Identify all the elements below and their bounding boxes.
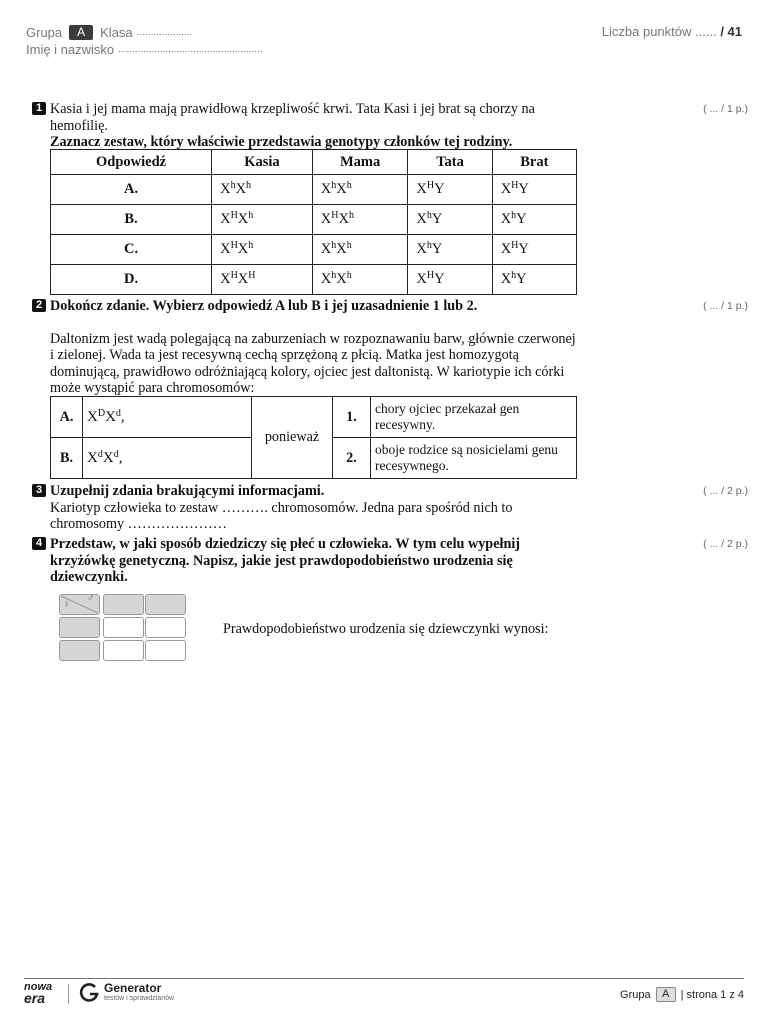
footer-group-badge: A [656,987,676,1002]
punnett-square [59,594,189,664]
genotype-cell-tata: $X^HY$ [408,265,492,295]
footer-separator [68,984,69,1004]
option-a-letter[interactable]: A. [51,397,83,438]
task-4-points: ( ... / 2 p.) [703,538,748,550]
footer-group-label: Grupa [620,988,651,1001]
footer-page-number: | strona 1 z 4 [680,988,744,1001]
name-line [26,41,263,58]
reason-1-number[interactable]: 1. [333,397,371,438]
task-2-points: ( ... / 1 p.) [703,300,748,312]
task-number-badge: 3 [32,484,46,497]
option-a-genotype[interactable]: $X^DX^d$, [83,397,252,438]
task-number-badge: 2 [32,299,46,312]
punnett-male-gamete-2[interactable] [145,594,186,615]
task-2-text: Daltonizm jest wadą polegającą na zaburzeniach w rozpoznawaniu barw, głównie czerwonej i zielonej. Wada ta jest recesywną cechą sprzężoną z płcią. Matka jest homozygotą dominującą, prawidłowo odróżniającą kolory, ojciec jest daltonistą. W kariotypie ich córki może wystąpić para chromosomów: [50,330,576,396]
genotype-cell-mama: $X^hX^h$ [312,235,408,265]
answer-row[interactable] [51,265,577,295]
task-4 [32,536,748,586]
answer-letter[interactable]: D. [51,265,212,295]
name-field[interactable]: .................................................... [118,44,263,55]
header-mama: Mama [312,150,408,175]
generator-brand: Generator testów i sprawdzianów [104,981,175,1002]
genotype-cell-mama: $X^HX^h$ [312,205,408,235]
probability-label: Prawdopodobieństwo urodzenia się dziewczynki wynosi: [223,621,549,637]
task-2-instruction: Dokończ zdanie. Wybierz odpowiedź A lub B i jej uzasadnienie 1 lub 2. [50,298,478,314]
genotype-cell-brat: $X^HY$ [492,175,576,205]
group-class-line [26,24,263,41]
answer-row[interactable] [51,235,577,265]
points-header [602,24,742,39]
class-field[interactable]: .................... [136,27,193,38]
class-label: Klasa [100,25,133,40]
nowa-era-logo: nowa era [24,981,53,1006]
genotype-cell-tata: $X^HY$ [408,175,492,205]
task-3-points: ( ... / 2 p.) [703,485,748,497]
female-symbol-icon: ♀ [63,599,71,610]
punnett-female-gamete-2[interactable] [59,640,100,661]
header-kasia: Kasia [212,150,313,175]
genotype-table-header [51,150,577,175]
punnett-offspring-cell[interactable] [145,640,186,661]
task-number-badge: 1 [32,102,46,115]
male-symbol-icon: ♂ [87,593,95,604]
punnett-offspring-cell[interactable] [103,640,144,661]
header-answer: Odpowiedź [51,150,212,175]
name-label: Imię i nazwisko [26,42,115,57]
group-badge: A [69,25,93,40]
genotype-cell-kasia: $X^HX^h$ [212,235,313,265]
genotype-cell-brat: $X^hY$ [492,205,576,235]
genotype-cell-kasia: $X^hX^h$ [212,175,313,205]
answer-letter[interactable]: B. [51,205,212,235]
group-label: Grupa [26,25,63,40]
punnett-offspring-cell[interactable] [103,617,144,638]
answer-letter[interactable]: A. [51,175,212,205]
reason-2-text[interactable]: oboje rodzice są nosicielami genu recesywnego. [371,438,577,479]
footer-page-info [620,987,744,1002]
footer-divider [24,978,744,979]
punnett-offspring-cell[interactable] [145,617,186,638]
option-row-a [51,397,577,438]
genotype-cell-tata: $X^hY$ [408,205,492,235]
task-3-line-1[interactable]: Kariotyp człowieka to zestaw ………. chromosomów. Jedna para spośród nich to [50,499,513,516]
genotype-cell-mama: $X^hX^h$ [312,175,408,205]
genotype-cell-mama: $X^hX^h$ [312,265,408,295]
reason-1-text[interactable]: chory ojciec przekazał gen recesywny. [371,397,577,438]
justification-table [50,396,577,479]
task-3 [32,483,748,533]
option-b-letter[interactable]: B. [51,438,83,479]
generator-logo-icon [78,982,100,1004]
task-number-badge: 4 [32,537,46,550]
points-total: / 41 [720,24,742,39]
genotype-cell-kasia: $X^HX^H$ [212,265,313,295]
points-label[interactable]: Liczba punktów ...... [601,24,717,39]
task-4-instruction: Przedstaw, w jaki sposób dziedziczy się płeć u człowieka. W tym celu wypełnij krzyżówkę genetyczną. Napisz, jakie jest prawdopodobieństwo urodzenia się dziewczynki. [50,536,520,585]
genotype-table [50,149,577,295]
punnett-female-gamete-1[interactable] [59,617,100,638]
reason-2-number[interactable]: 2. [333,438,371,479]
task-3-instruction: Uzupełnij zdania brakującymi informacjami. [50,483,325,499]
genotype-cell-tata: $X^hY$ [408,235,492,265]
punnett-corner-cell [59,594,100,615]
task-1-text: Kasia i jej mama mają prawidłową krzepliwość krwi. Tata Kasi i jej brat są chorzy na hemofilię. [50,101,535,134]
student-info-header [26,24,263,58]
answer-row[interactable] [51,175,577,205]
because-connector: ponieważ [252,397,333,479]
answer-letter[interactable]: C. [51,235,212,265]
option-b-genotype[interactable]: $X^dX^d$, [83,438,252,479]
genotype-cell-kasia: $X^HX^h$ [212,205,313,235]
answer-row[interactable] [51,205,577,235]
punnett-male-gamete-1[interactable] [103,594,144,615]
task-2 [32,298,748,397]
header-tata: Tata [408,150,492,175]
genotype-cell-brat: $X^hY$ [492,265,576,295]
task-3-line-2[interactable]: chromosomy ………………… [50,516,227,532]
header-brat: Brat [492,150,576,175]
task-1-instruction: Zaznacz zestaw, który właściwie przedstawia genotypy członków tej rodziny. [50,134,513,150]
genotype-cell-brat: $X^HY$ [492,235,576,265]
task-1-points: ( ... / 1 p.) [703,103,748,115]
task-1 [32,101,748,151]
